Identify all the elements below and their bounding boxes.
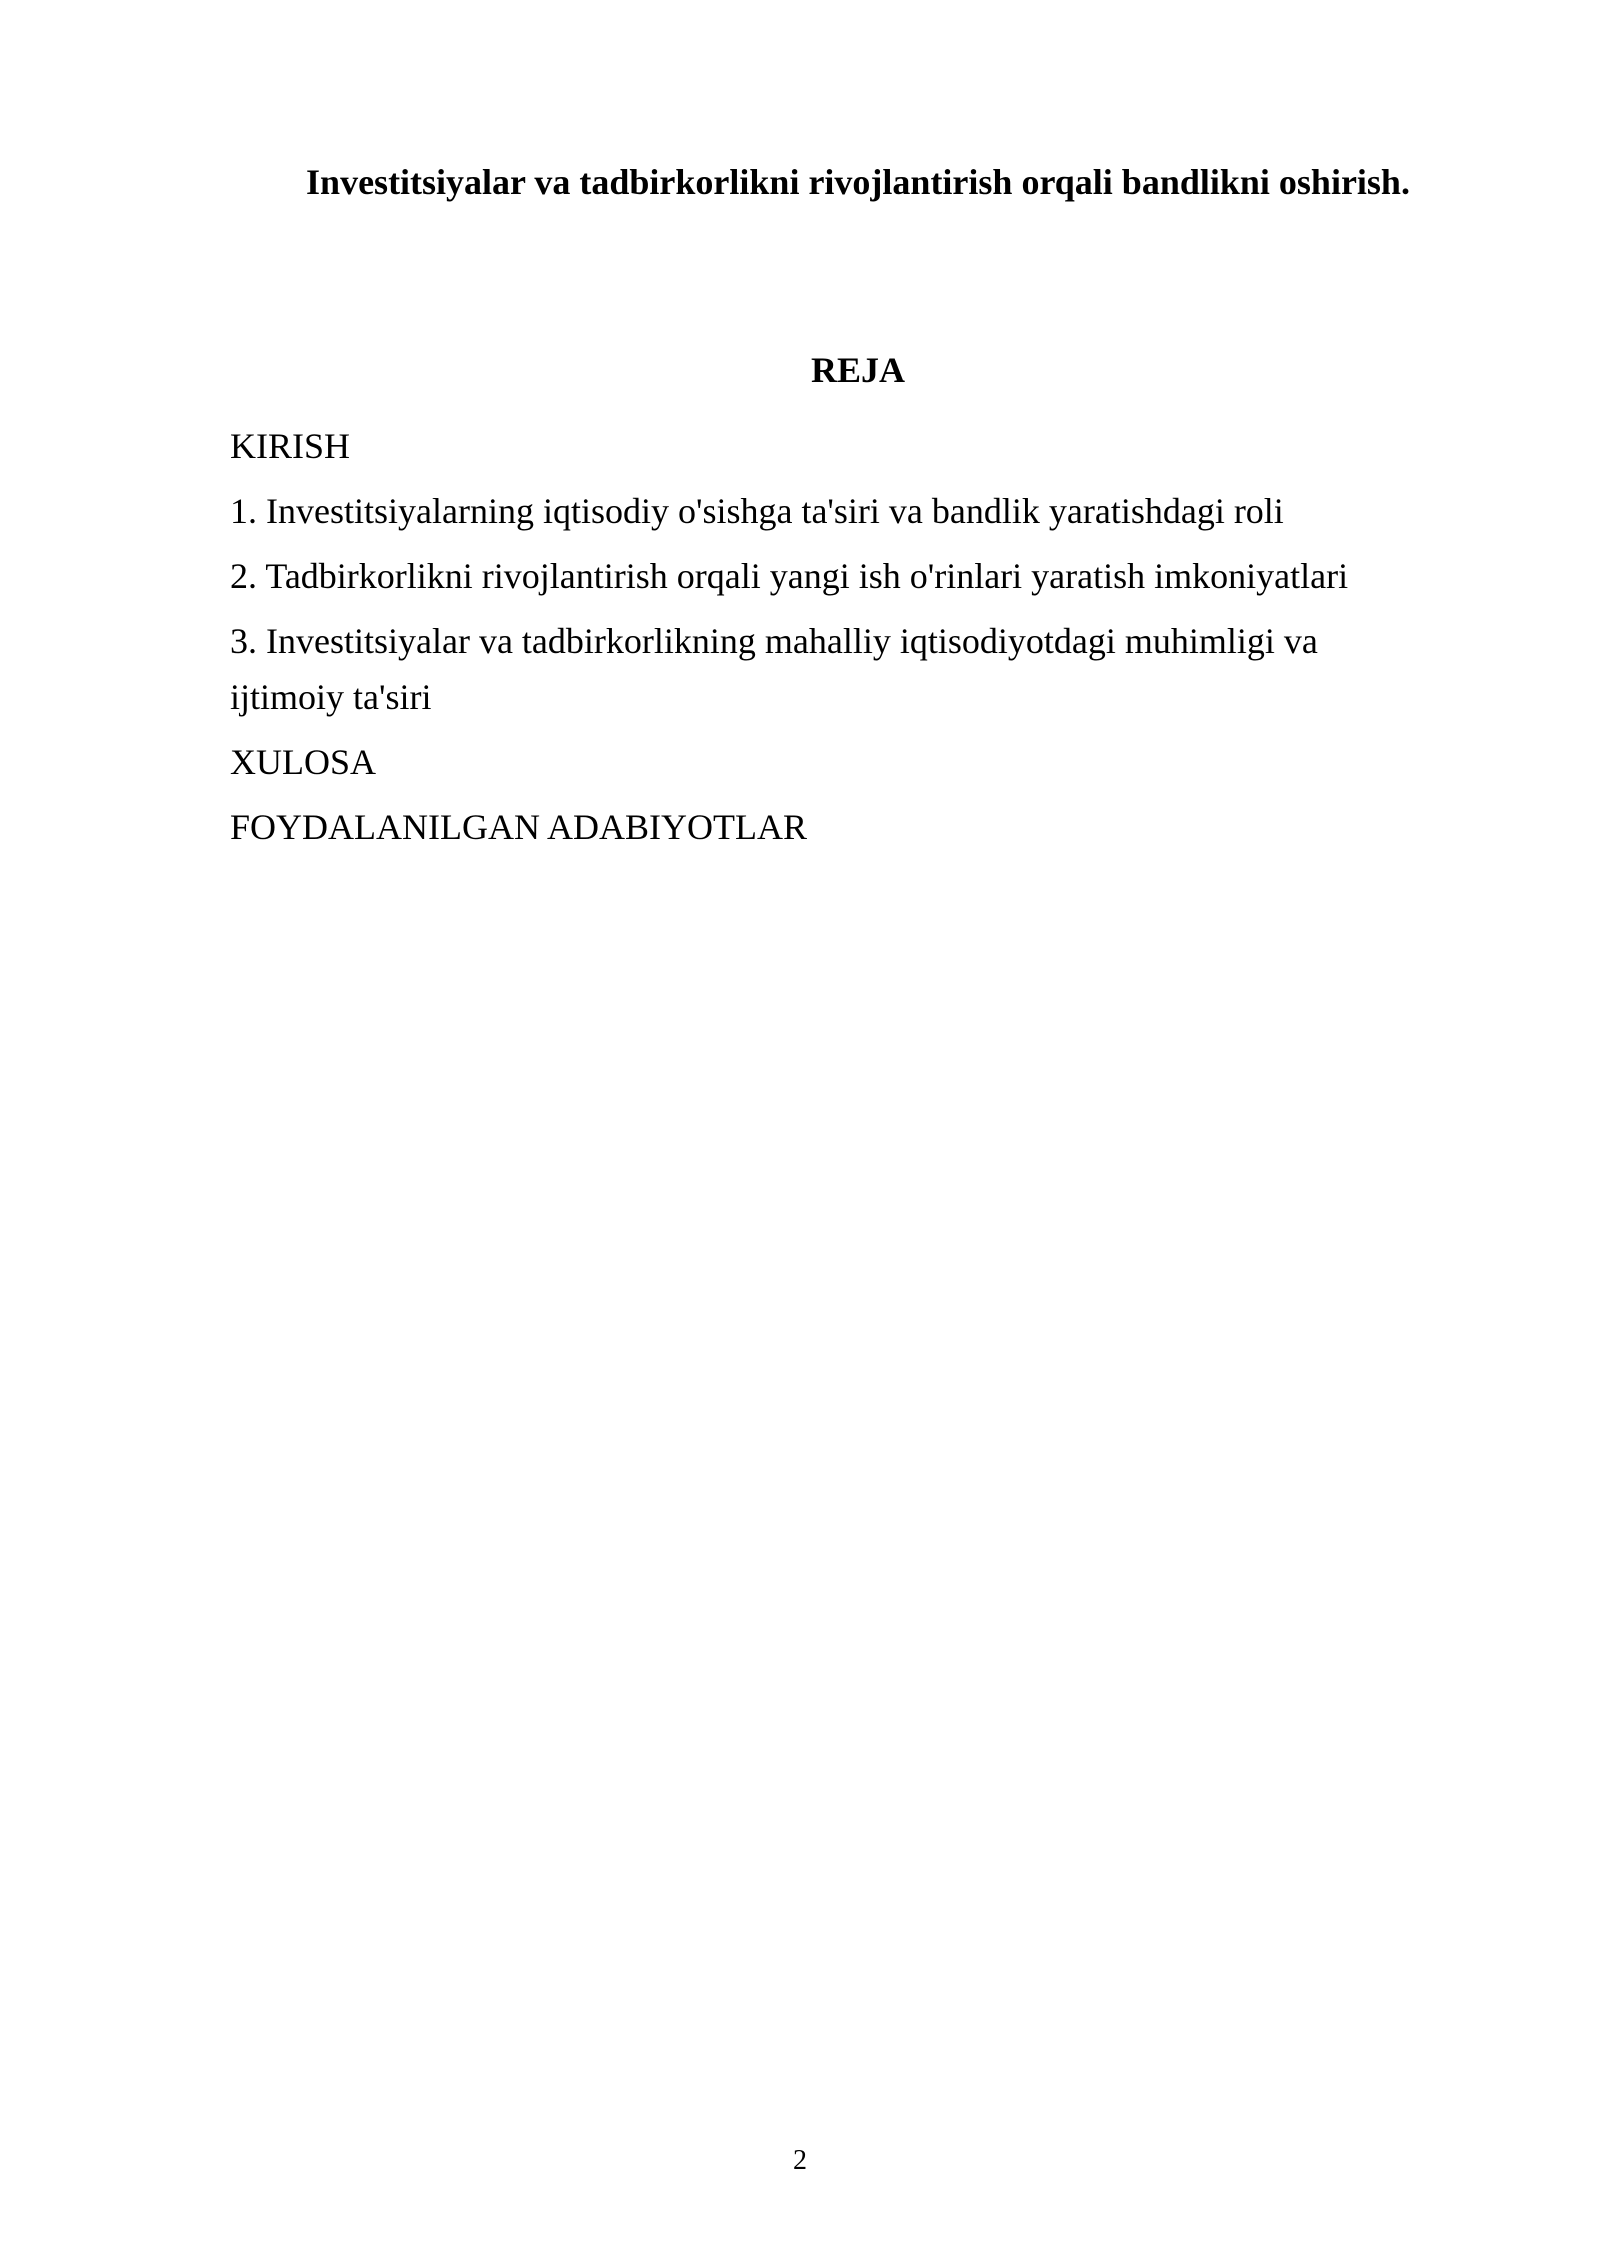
plan-item-2: 2. Tadbirkorlikni rivojlantirish orqali yangi ish o'rinlari yaratish imkoniyatlari (230, 556, 1349, 596)
document-title: Investitsiyalar va tadbirkorlikni rivojlantirish orqali bandlikni oshirish. (306, 162, 1410, 202)
plan-item-references: FOYDALANILGAN ADABIYOTLAR (230, 807, 807, 847)
plan-list (230, 418, 1410, 864)
plan-item-introduction: KIRISH (230, 426, 351, 466)
plan-heading: REJA (810, 350, 905, 390)
page-number: 2 (793, 2145, 807, 2176)
plan-item-1: 1. Investitsiyalarning iqtisodiy o'sishga ta'siri va bandlik yaratishdagi roli (230, 491, 1284, 531)
plan-item-conclusion: XULOSA (230, 742, 377, 782)
plan-item-3: 3. Investitsiyalar va tadbirkorlikning mahalliy iqtisodiyotdagi muhimligi va ijtimoiy ta'siri (230, 621, 1318, 717)
